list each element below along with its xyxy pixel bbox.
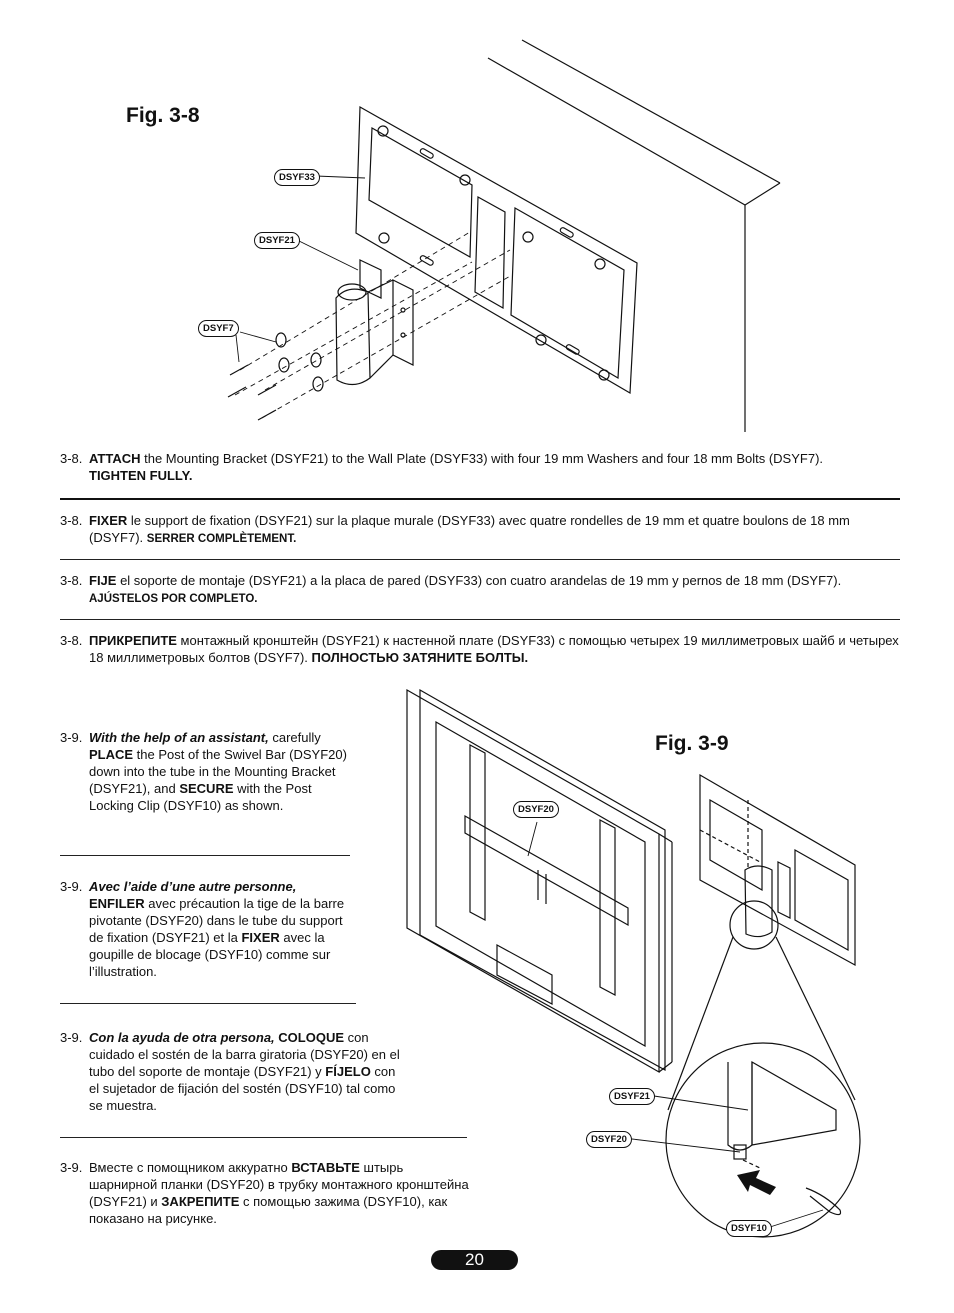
zoom-detail-drawing (728, 1062, 841, 1215)
section-divider (60, 1137, 467, 1138)
step-3-8-english: 3-8. ATTACH the Mounting Bracket (DSYF21) to the Wall Plate (DSYF33) with four 19 mm Washers and four 18 mm Bolts (DSYF7). TIGHTEN FULLY. (60, 451, 824, 483)
wall-drawing (488, 40, 780, 432)
section-divider (60, 498, 900, 500)
section-divider (60, 855, 350, 856)
callout-locking-clip: DSYF10 (726, 1220, 772, 1237)
mounting-bracket-drawing (336, 260, 413, 385)
callout-bolts: DSYF7 (198, 320, 239, 337)
callout-post-detail: DSYF20 (586, 1131, 632, 1148)
page-number: 20 (431, 1250, 518, 1270)
step-3-9-english: 3-9. With the help of an assistant, carefully PLACE the Post of the Swivel Bar (DSYF20) down into the tube in the Mounting Bracket (DSYF21), and SECURE with the Post Locking Clip (DSYF10) as shown. (60, 730, 347, 813)
tv-drawing (407, 690, 672, 1072)
callout-wall-plate: DSYF33 (274, 169, 320, 186)
section-divider (60, 1003, 356, 1004)
insert-direction-arrow (737, 1170, 776, 1195)
step-3-9-russian: 3-9. Вместе с помощником аккуратно ВСТАВЬТЕ штырь шарнирной планки (DSYF20) в трубку монтажного кронштейна (DSYF21) и ЗАКРЕПИТЕ с помощью зажима (DSYF10), как показано на рисунке. (60, 1160, 469, 1226)
figure-title-3-9: Fig. 3-9 (655, 732, 729, 755)
figure-title-3-8: Fig. 3-8 (126, 104, 200, 127)
step-3-8-french: 3-8. FIXER le support de fixation (DSYF21) sur la plaque murale (DSYF33) avec quatre rondelles de 19 mm et quatre boulons de 18 mm (DSYF7). SERRER COMPLÈTEMENT. (60, 513, 850, 545)
small-wall-plate-drawing (700, 775, 855, 965)
step-3-9-french: 3-9. Avec l’aide d’une autre personne, ENFILER avec précaution la tige de la barre pivotante (DSYF20) dans le tube du support de fixation (DSYF21) et la FIXER avec la goupille de blocage (DSYF10) comme sur l’illustration. (60, 879, 345, 979)
washers-and-bolts (228, 333, 323, 420)
callout-swivel-bar: DSYF20 (513, 801, 559, 818)
step-3-8-spanish: 3-8. FIJE el soporte de montaje (DSYF21) a la placa de pared (DSYF33) con cuatro arandelas de 19 mm y pernos de 18 mm (DSYF7). AJÚSTELOS POR COMPLETO. (60, 573, 842, 605)
section-divider (60, 619, 900, 620)
alignment-lines (235, 232, 512, 418)
wall-plate-drawing (356, 107, 637, 393)
section-divider (60, 559, 900, 560)
callout-bracket-detail: DSYF21 (609, 1088, 655, 1105)
step-3-8-russian: 3-8. ПРИКРЕПИТЕ монтажный кронштейн (DSYF21) к настенной плате (DSYF33) с помощью четырех 19 миллиметровых шайб и четырех 18 миллиметровых болтов (DSYF7). ПОЛНОСТЬЮ ЗАТЯНИТЕ БОЛТЫ. (60, 633, 899, 665)
callout-mounting-bracket: DSYF21 (254, 232, 300, 249)
step-3-9-spanish: 3-9. Con la ayuda de otra persona, COLOQUE con cuidado el sostén de la barra giratoria (DSYF20) en el tubo del soporte de montaje (DSYF21) y FÍJELO con el sujetador de fijación del sostén (DSYF10) tal como se muestra. (60, 1030, 400, 1113)
